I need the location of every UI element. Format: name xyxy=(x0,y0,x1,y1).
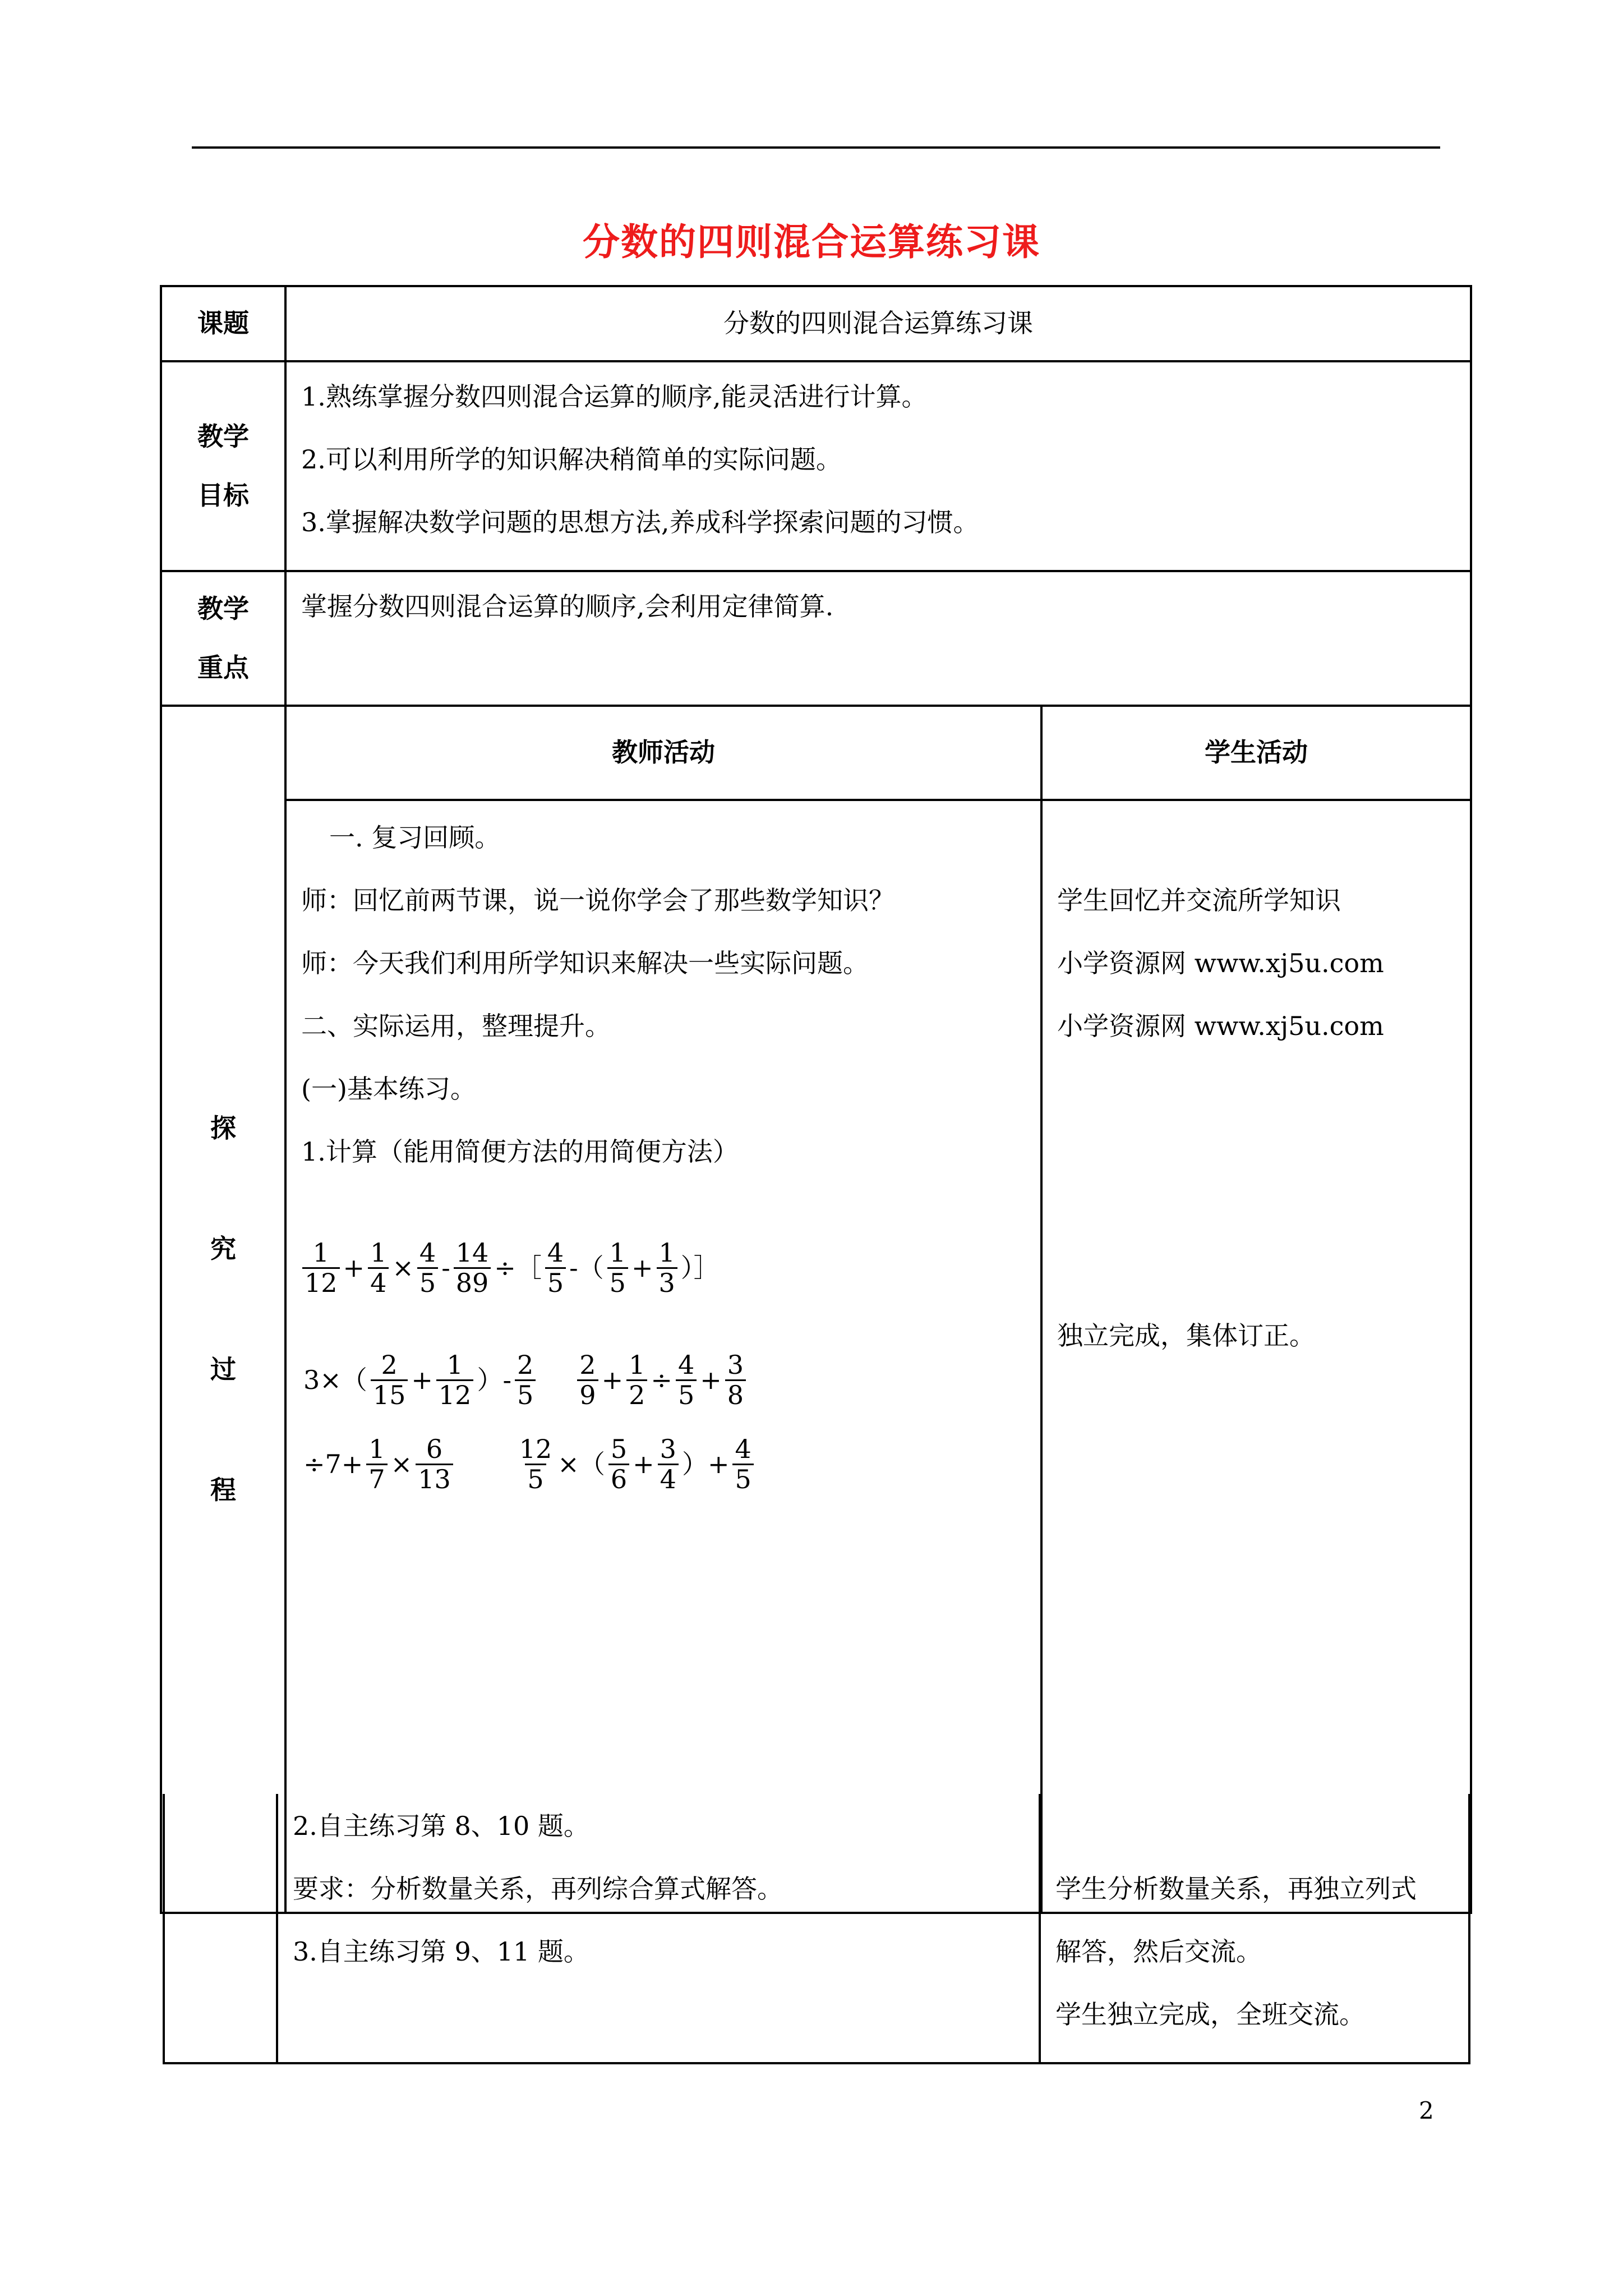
teacher-line: 1.计算（能用简便方法的用简便方法） xyxy=(301,1137,739,1167)
fraction: $\frac{12}{5}$ xyxy=(519,1434,552,1494)
fraction: $\frac{3}{4}$ xyxy=(658,1435,679,1493)
fraction: $\frac{1}{3}$ xyxy=(657,1239,677,1297)
goal-item: 3.掌握解决数学问题的思想方法,养成科学探索问题的习惯。 xyxy=(301,507,979,537)
teacher-line: 2.自主练习第 8、10 题。 xyxy=(293,1811,589,1841)
process-label-char: 究 xyxy=(210,1233,236,1264)
process-label-char: 过 xyxy=(210,1354,236,1384)
fraction: $\frac{14}{89}$ xyxy=(454,1239,491,1297)
expression-1: $\frac{1}{12}$ + $\frac{1}{4}$ × $\frac{4}{5}$ - $\frac{14}{89}$ ÷［ $\frac{4}{5}$ -（ $\frac{1}{5}$ + $\frac{1}{3}$ ）］ xyxy=(301,1239,722,1297)
fraction: $\frac{2}{5}$ xyxy=(515,1351,536,1409)
fraction: $\frac{1}{5}$ xyxy=(607,1239,628,1297)
goals-label-line-2: 目标 xyxy=(197,480,249,510)
fraction: $\frac{4}{5}$ xyxy=(732,1435,753,1493)
continuation-row xyxy=(164,1794,1469,2063)
focus-content xyxy=(285,571,1471,706)
header-rule xyxy=(192,146,1440,149)
fraction: $\frac{5}{6}$ xyxy=(608,1435,629,1493)
focus-label xyxy=(161,571,285,706)
focus-label-line-2: 重点 xyxy=(197,652,249,683)
fraction: $\frac{1}{12}$ xyxy=(436,1351,474,1409)
goal-item: 2.可以利用所学的知识解决稍简单的实际问题。 xyxy=(301,444,842,475)
continuation-teacher xyxy=(277,1794,1040,2063)
fraction: $\frac{4}{5}$ xyxy=(676,1351,697,1409)
page-number: 2 xyxy=(1419,2097,1434,2124)
focus-label-line-1: 教学 xyxy=(197,593,249,624)
lesson-plan-table xyxy=(160,285,1472,1914)
teacher-line: (一)基本练习。 xyxy=(301,1074,476,1104)
fraction: $\frac{2}{15}$ xyxy=(371,1351,408,1409)
continuation-table xyxy=(163,1794,1470,2064)
teacher-line: 一. 复习回顾。 xyxy=(329,822,501,853)
fraction: $\frac{6}{13}$ xyxy=(416,1435,453,1493)
process-label-char: 探 xyxy=(210,1112,236,1143)
activity-content-row xyxy=(161,800,1471,1913)
goal-item: 1.熟练掌握分数四则混合运算的顺序,能灵活进行计算。 xyxy=(301,381,928,412)
expression-2: 3×（ $\frac{2}{15}$ + $\frac{1}{12}$ ）- $\frac{2}{5}$ $\frac{2}{9}$ + $\frac{1}{2}$ ÷ $\frac{4}{5}$ + $\frac{3}{8}$ xyxy=(301,1351,747,1409)
goals-row xyxy=(161,361,1471,571)
student-line: 独立完成，集体订正。 xyxy=(1057,1320,1315,1351)
teacher-line: 师：回忆前两节课，说一说你学会了那些数学知识？ xyxy=(301,885,895,915)
student-line: 学生独立完成，全班交流。 xyxy=(1055,1999,1365,2030)
teacher-activity-content xyxy=(285,800,1041,1913)
expression-3: ÷7+ $\frac{1}{7}$ × $\frac{6}{13}$ $\frac{12}{5}$ ×（ $\frac{5}{6}$ + $\frac{3}{4}$ ）+ $\frac{4}{5}$ xyxy=(301,1435,755,1493)
focus-text: 掌握分数四则混合运算的顺序,会利用定律简算. xyxy=(301,591,834,622)
student-activity-header: 学生活动 xyxy=(1041,706,1471,800)
student-activity-content xyxy=(1041,800,1471,1913)
topic-value: 分数的四则混合运算练习课 xyxy=(285,286,1471,361)
activity-header-row xyxy=(161,706,1471,800)
fraction: $\frac{4}{5}$ xyxy=(545,1239,566,1297)
fraction: $\frac{1}{2}$ xyxy=(626,1351,647,1409)
document-title: 分数的四则混合运算练习课 xyxy=(583,220,1040,264)
student-line: 小学资源网 www.xj5u.com xyxy=(1057,1011,1384,1041)
teacher-line: 师：今天我们利用所学知识来解决一些实际问题。 xyxy=(301,948,869,978)
topic-label: 课题 xyxy=(161,286,285,361)
focus-row xyxy=(161,571,1471,706)
fraction: $\frac{1}{7}$ xyxy=(366,1435,387,1493)
process-label-char: 程 xyxy=(210,1475,236,1506)
student-line: 学生分析数量关系，再独立列式 xyxy=(1055,1874,1417,1904)
fraction: $\frac{1}{4}$ xyxy=(368,1239,389,1297)
goals-content xyxy=(285,361,1471,571)
student-line: 学生回忆并交流所学知识 xyxy=(1057,885,1341,915)
goals-label-line-1: 教学 xyxy=(197,421,249,452)
student-line: 解答，然后交流。 xyxy=(1055,1936,1262,1967)
continuation-student xyxy=(1040,1794,1469,2063)
process-label xyxy=(161,706,285,1913)
teacher-line: 3.自主练习第 9、11 题。 xyxy=(293,1936,589,1967)
continuation-label-cell xyxy=(164,1794,277,2063)
teacher-line: 二、实际运用，整理提升。 xyxy=(301,1011,611,1041)
student-line: 小学资源网 www.xj5u.com xyxy=(1057,948,1384,978)
goals-label xyxy=(161,361,285,571)
topic-row xyxy=(161,286,1471,361)
fraction: $\frac{4}{5}$ xyxy=(417,1239,438,1297)
fraction: $\frac{2}{9}$ xyxy=(577,1351,598,1409)
fraction: $\frac{1}{12}$ xyxy=(302,1239,340,1297)
teacher-activity-header: 教师活动 xyxy=(285,706,1041,800)
teacher-line: 要求：分析数量关系，再列综合算式解答。 xyxy=(293,1874,783,1904)
fraction: $\frac{3}{8}$ xyxy=(725,1351,746,1409)
